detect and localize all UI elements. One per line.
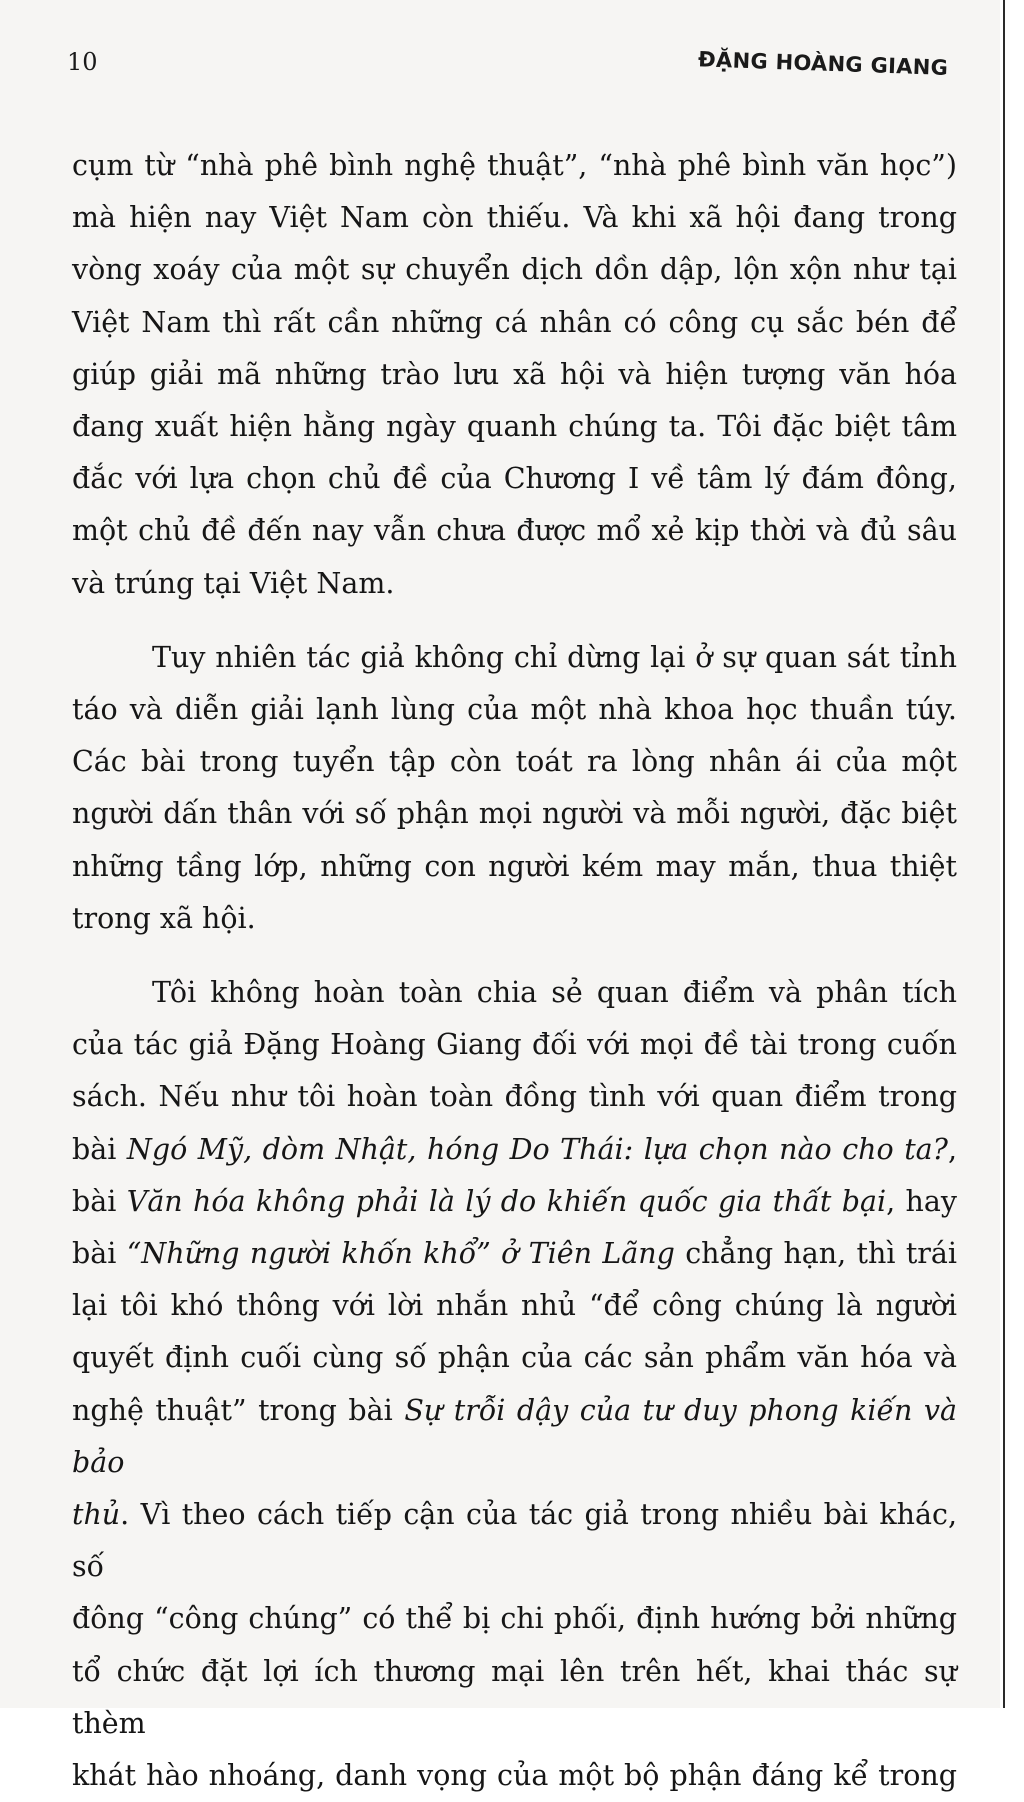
text-line: Tôi không hoàn toàn chia sẻ quan điểm và phân tích [152,976,957,1010]
binding-edge-line [1003,0,1005,1708]
text-line: Các bài trong tuyển tập còn toát ra lòng nhân ái của một [72,745,957,779]
text-run: bài [72,1237,117,1271]
text-line: những tầng lớp, những con người kém may mắn, thua thiệt [72,849,957,883]
text-line: cụm từ “nhà phê bình nghệ thuật”, “nhà phê bình văn học”) [72,149,957,182]
text-run: , hay [886,1184,958,1218]
text-line: sách. Nếu như tôi hoàn toàn đồng tình với quan điểm trong [72,1080,957,1114]
text-line: trong xã hội. [72,901,256,935]
text-line [72,1176,957,1228]
text-run: bài [72,1184,117,1218]
text-line: đang xuất hiện hằng ngày quanh chúng ta. Tôi đặc biệt tâm [72,410,957,444]
paragraph-gap [72,945,957,967]
text-run: nghệ thuật” trong bài [72,1393,393,1427]
text-run: chẳng hạn, thì trái [685,1237,957,1271]
text-line: Việt Nam thì rất cần những cá nhân có công cụ sắc bén để [72,305,957,339]
text-run: bài [72,1132,117,1166]
page-header [0,0,1000,110]
article-title: Ngó Mỹ, dòm Nhật, hóng Do Thái: lựa chọn nào cho ta? [126,1132,948,1166]
text-line [72,1385,957,1489]
text-line: một chủ đề đến nay vẫn chưa được mổ xẻ kịp thời và đủ sâu [72,514,957,548]
article-title: thủ [72,1498,121,1532]
article-title: “Những người khốn khổ” ở Tiên Lãng [126,1237,675,1271]
article-title: Sự trỗi dậy của tư duy phong kiến và bảo [72,1393,958,1479]
body-text [72,140,957,1802]
text-line: Tuy nhiên tác giả không chỉ dừng lại ở sự quan sát tỉnh [152,640,957,674]
text-line: và trúng tại Việt Nam. [72,566,395,600]
text-line: người dấn thân với số phận mọi người và mỗi người, đặc biệt [72,797,957,831]
text-line: lại tôi khó thông với lời nhắn nhủ “để công chúng là người [72,1289,957,1323]
text-run: , [947,1132,958,1166]
text-line: táo và diễn giải lạnh lùng của một nhà khoa học thuần túy. [72,693,957,727]
text-line [72,1489,957,1593]
text-line: giúp giải mã những trào lưu xã hội và hiện tượng văn hóa [72,357,957,391]
text-line: của tác giả Đặng Hoàng Giang đối với mọi đề tài trong cuốn [72,1028,957,1062]
paragraph-gap [72,610,957,632]
text-line [72,1228,957,1280]
text-line: đắc với lựa chọn chủ đề của Chương I về tâm lý đám đông, [72,462,957,496]
text-line: tổ chức đặt lợi ích thương mại lên trên hết, khai thác sự thèm [72,1654,957,1740]
text-line: vòng xoáy của một sự chuyển dịch dồn dập, lộn xộn như tại [72,253,957,287]
text-line: mà hiện nay Việt Nam còn thiếu. Và khi xã hội đang trong [72,201,957,235]
running-head-author: ĐẶNG HOÀNG GIANG [697,47,949,80]
text-line: quyết định cuối cùng số phận của các sản phẩm văn hóa và [72,1341,957,1375]
article-title: Văn hóa không phải là lý do khiến quốc gia thất bại [126,1184,887,1218]
page-number: 10 [67,48,98,76]
text-run: . Vì theo cách tiếp cận của tác giả trong nhiều bài khác, số [72,1498,957,1584]
text-line: khát hào nhoáng, danh vọng của một bộ phận đáng kể trong [72,1759,957,1793]
text-line: đông “công chúng” có thể bị chi phối, định hướng bởi những [72,1602,957,1636]
text-line [72,1124,957,1176]
